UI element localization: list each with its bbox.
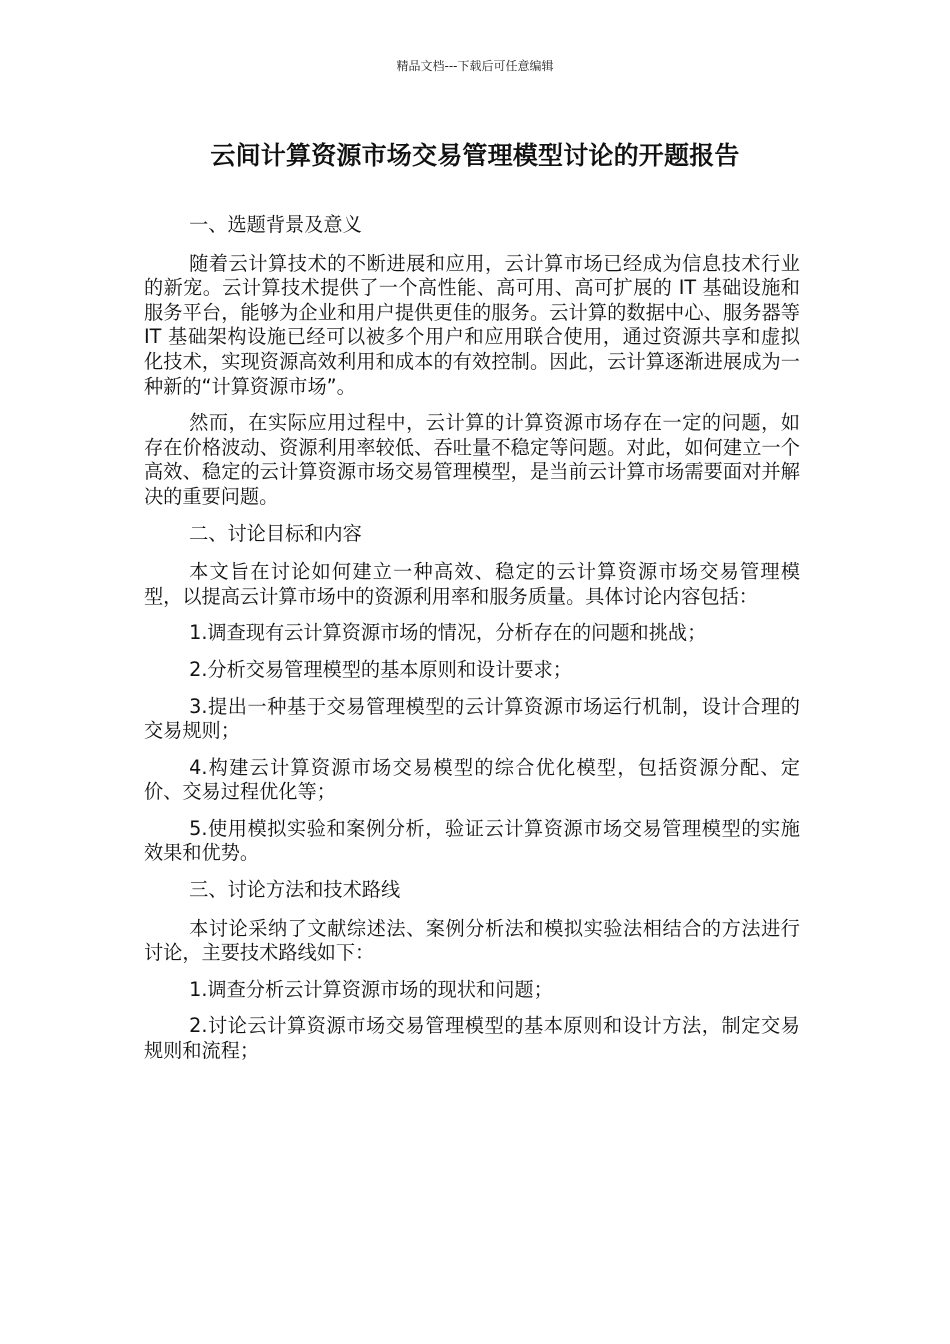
paragraph: 然而，在实际应用过程中，云计算的计算资源市场存在一定的问题，如存在价格波动、资源利用率较低、吞吐量不稳定等问题。对此，如何建立一个高效、稳定的云计算资源市场交易管理模型，是当前云计算市场需要面对并解决的重要问题。 bbox=[144, 411, 800, 508]
list-item: 2.分析交易管理模型的基本原则和设计要求； bbox=[189, 657, 572, 681]
section-heading: 二、讨论目标和内容 bbox=[189, 521, 362, 545]
section-heading: 一、选题背景及意义 bbox=[189, 213, 362, 236]
list-item: 1.调查现有云计算资源市场的情况，分析存在的问题和挑战； bbox=[189, 621, 707, 645]
list-item: 1.调查分析云计算资源市场的现状和问题； bbox=[189, 977, 553, 1001]
page-header: 精品文档---下载后可任意编辑 bbox=[396, 59, 554, 73]
paragraph: 本讨论采纳了文献综述法、案例分析法和模拟实验法相结合的方法进行讨论，主要技术路线如下： bbox=[144, 916, 800, 965]
section-heading: 三、讨论方法和技术路线 bbox=[189, 878, 401, 902]
list-item: 5.使用模拟实验和案例分析，验证云计算资源市场交易管理模型的实施效果和优势。 bbox=[144, 816, 800, 865]
document-body bbox=[144, 213, 800, 1076]
paragraph: 随着云计算技术的不断进展和应用，云计算市场已经成为信息技术行业的新宠。云计算技术提供了一个高性能、高可用、高可扩展的 IT 基础设施和服务平台，能够为企业和用户提供更佳的服务。云计算的数据中心、服务器等 IT 基础架构设施已经可以被多个用户和应用联合使用，通过资源共享和虚拟化技术，实现资源高效利用和成本的有效控制。因此，云计算逐渐进展成为一种新的“计算资源市场”。 bbox=[144, 251, 800, 398]
list-item: 4.构建云计算资源市场交易模型的综合优化模型，包括资源分配、定价、交易过程优化等； bbox=[144, 755, 800, 804]
paragraph: 本文旨在讨论如何建立一种高效、稳定的云计算资源市场交易管理模型，以提高云计算市场中的资源利用率和服务质量。具体讨论内容包括： bbox=[144, 560, 800, 608]
list-item: 2.讨论云计算资源市场交易管理模型的基本原则和设计方法，制定交易规则和流程； bbox=[144, 1014, 800, 1063]
document-title: 云间计算资源市场交易管理模型讨论的开题报告 bbox=[210, 141, 740, 170]
list-item: 3.提出一种基于交易管理模型的云计算资源市场运行机制，设计合理的交易规则； bbox=[144, 694, 800, 743]
